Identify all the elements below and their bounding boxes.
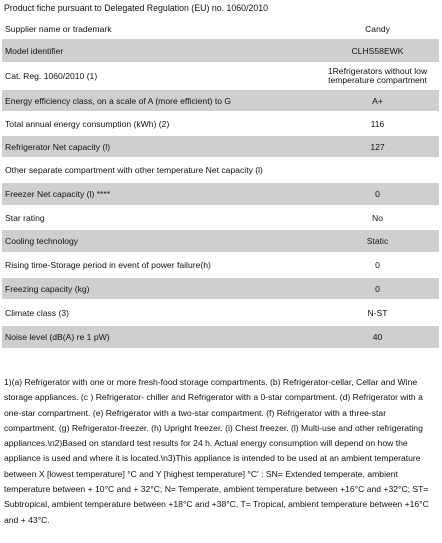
row-label: Noise level (dB(A) re 1 pW)	[2, 326, 308, 349]
row-value: 127	[308, 136, 439, 158]
row-label: Refrigerator Net capacity (l)	[2, 136, 308, 158]
row-label: Total annual energy consumption (kWh) (2)	[2, 112, 308, 136]
row-label: Cat. Reg. 1060/2010 (1)	[2, 63, 308, 90]
table-row-cooling-technology	[2, 230, 439, 253]
table-row-annual-consumption	[2, 112, 439, 136]
row-label: Energy efficiency class, on a scale of A (more efficient) to G	[2, 90, 308, 112]
row-value: Static	[308, 230, 439, 253]
table-row-other-compartment	[2, 158, 439, 183]
row-label: Other separate compartment with other temperature Net capacity (l)	[2, 158, 439, 183]
table-row-climate-class	[2, 300, 439, 326]
footnotes: 1)(a) Refrigerator with one or more fresh-food storage compartments. (b) Refrigerator-cellar, Cellar and Wine storage appliances. (c ) Refrigerator- chiller and Refrigerator with a 0-star compartment. (d) Refrigerator with a one-star compartment. (e) Refrigerator with a two-star compartment. (f) Refrigerator with a three-star compartment. (g) Refrigerator-freezer. (h) Upright freezer. (i) Chest freezer. (l) Multi-use and other refrigerating appliances.\n2)Based on standard test results for 24 h. Actual energy consumption will depend on how the appliance is used and where it is located.\n3)This appliance is intended to be used at an ambient temperature between X [lowest temperature] °C and Y [highest temperature] °C' : SN= Extended temperate, ambient temperature between + 10°C and + 32°C; N= Temperate, ambient temperature between +16°C and +32°C; ST= Subtropical, ambient temperature between +18°C and +38°C, T= Tropical, ambient temperature between +16°C and + 43°C.	[4, 377, 429, 525]
row-label: Climate class (3)	[2, 300, 308, 326]
row-label: Rising time-Storage period in event of power failure(h)	[2, 253, 308, 278]
table-row-refrigerator-capacity	[2, 136, 439, 158]
row-label: Freezer Net capacity (l) ****	[2, 183, 308, 206]
row-value: 116	[308, 112, 439, 136]
table-row-category	[2, 63, 439, 90]
row-label: Model identifier	[2, 39, 308, 63]
table-row-freezing-capacity	[2, 278, 439, 300]
table-row-energy-class	[2, 90, 439, 112]
product-fiche-table	[2, 18, 439, 349]
row-label: Freezing capacity (kg)	[2, 278, 308, 300]
table-row-model	[2, 39, 439, 63]
table-row-rising-time	[2, 253, 439, 278]
row-value: Candy	[308, 19, 439, 39]
table-row-freezer-capacity	[2, 183, 439, 206]
page-title: Product fiche pursuant to Delegated Regulation (EU) no. 1060/2010	[4, 3, 269, 13]
row-value: 1Refrigerators without low temperature compartment	[308, 63, 439, 90]
table-row-star-rating	[2, 206, 439, 230]
row-value: 0	[308, 253, 439, 278]
row-value: 40	[308, 326, 439, 349]
row-label: Cooling technology	[2, 230, 308, 253]
row-value: No	[308, 206, 439, 230]
row-value: 0	[308, 278, 439, 300]
row-value: CLHS58EWK	[308, 39, 439, 63]
row-value: A+	[308, 90, 439, 112]
row-value: N-ST	[308, 300, 439, 326]
row-label: Supplier name or trademark	[2, 19, 308, 39]
row-label: Star rating	[2, 206, 308, 230]
table-row-noise-level	[2, 326, 439, 349]
table-row-supplier	[2, 19, 439, 39]
row-value: 0	[308, 183, 439, 206]
